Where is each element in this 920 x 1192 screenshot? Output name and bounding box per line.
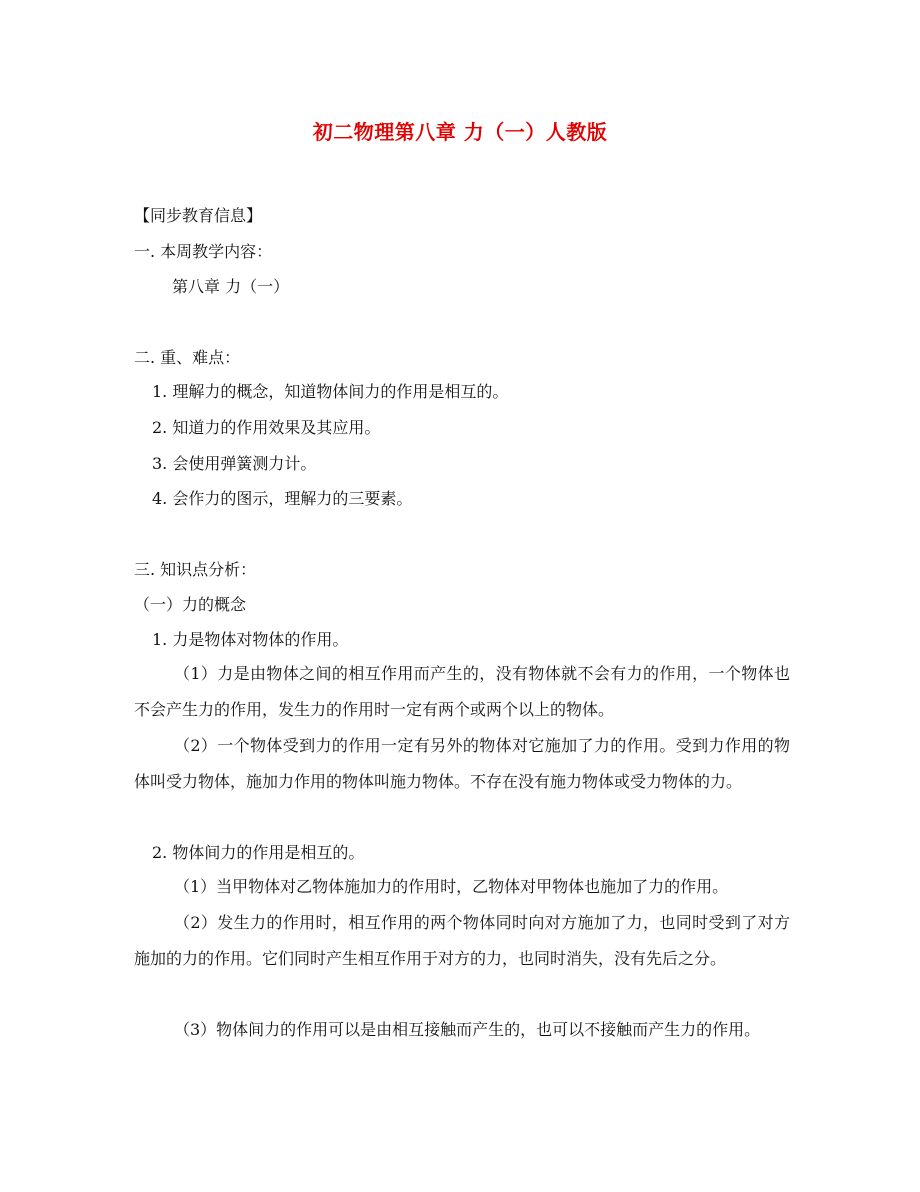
key-point-item: 3. 会使用弹簧测力计。 bbox=[152, 454, 317, 473]
key-point-item: 4. 会作力的图示，理解力的三要素。 bbox=[152, 489, 413, 508]
section-3-sub-heading: （一）力的概念 bbox=[134, 595, 247, 614]
point-1-paragraph-2: （2）一个物体受到力的作用一定有另外的物体对它施加了力的作用。受到力作用的物体叫受力物体，施加力作用的物体叫施力物体。不存在没有施力物体或受力物体的力。 bbox=[134, 736, 790, 791]
point-2-paragraph-2: （2）发生力的作用时，相互作用的两个物体同时向对方施加了力，也同时受到了对方施加的力的作用。它们同时产生相互作用于对方的力，也同时消失，没有先后之分。 bbox=[134, 913, 790, 968]
point-1-paragraph-1: （1）力是由物体之间的相互作用而产生的，没有物体就不会有力的作用，一个物体也不会产生力的作用，发生力的作用时一定有两个或两个以上的物体。 bbox=[134, 664, 790, 719]
key-point-item: 1. 理解力的概念，知道物体间力的作用是相互的。 bbox=[152, 382, 509, 401]
point-1-label: 1. 力是物体对物体的作用。 bbox=[152, 630, 349, 649]
document-title: 初二物理第八章 力（一）人教版 bbox=[312, 120, 608, 144]
section-2-heading: 二. 重、难点： bbox=[134, 348, 241, 367]
key-point-item: 2. 知道力的作用效果及其应用。 bbox=[152, 418, 381, 437]
section-1-heading: 一. 本周教学内容： bbox=[134, 242, 273, 261]
point-2-label: 2. 物体间力的作用是相互的。 bbox=[152, 843, 365, 862]
section-3-heading: 三. 知识点分析： bbox=[134, 560, 257, 579]
section-1-content: 第八章 力（一） bbox=[172, 277, 290, 296]
header-label: 【同步教育信息】 bbox=[134, 206, 263, 225]
point-2-paragraph-3: （3）物体间力的作用可以是由相互接触而产生的，也可以不接触而产生力的作用。 bbox=[174, 1020, 761, 1039]
point-2-paragraph-1: （1）当甲物体对乙物体施加力的作用时，乙物体对甲物体也施加了力的作用。 bbox=[174, 877, 729, 896]
